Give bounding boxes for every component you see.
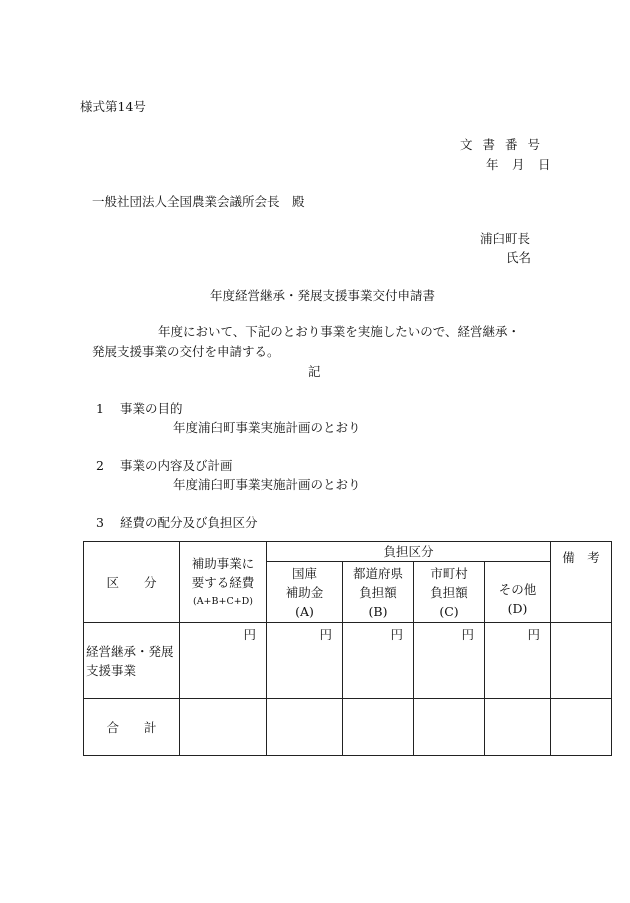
date-year: 年 — [486, 157, 499, 172]
ki-marker: 記 — [308, 364, 321, 379]
header-a-line-1: 国庫 — [291, 565, 317, 581]
cell-b-sum — [343, 699, 414, 756]
header-total-cost — [180, 542, 267, 623]
header-b-line-3: (B) — [368, 603, 388, 619]
section-1-heading — [96, 399, 183, 417]
section-2-heading — [96, 456, 233, 474]
row-label-total: 合 計 — [84, 699, 180, 756]
cell-total-yen: 円 — [180, 623, 267, 699]
section-1-detail: 年度浦臼町事業実施計画のとおり — [173, 420, 361, 435]
section-3-heading — [96, 513, 258, 531]
row-label-line-2: 支援事業 — [86, 662, 137, 678]
header-national-subsidy — [267, 562, 343, 623]
document-number-label: 文書番号 — [460, 137, 551, 152]
cell-a-sum — [267, 699, 343, 756]
header-total-line-2: 要する経費 — [191, 574, 255, 590]
cell-remarks-sum — [551, 699, 612, 756]
body-text — [92, 322, 562, 362]
date-day: 日 — [538, 157, 551, 172]
cell-d-yen: 円 — [485, 623, 551, 699]
header-a-line-3: (A) — [295, 603, 314, 619]
section-number: 1 — [96, 401, 104, 416]
header-burden: 負担区分 — [267, 542, 551, 562]
cell-c-sum — [414, 699, 485, 756]
header-c-line-1: 市町村 — [430, 565, 468, 581]
header-total-line-1: 補助事業に — [191, 555, 255, 571]
body-line-1: 年度において、下記のとおり事業を実施したいので、経営継承・ — [158, 324, 521, 339]
header-c-line-3: (C) — [439, 603, 459, 619]
cell-c-yen: 円 — [414, 623, 485, 699]
row-label-business — [84, 623, 180, 699]
header-b-line-2: 負担額 — [359, 584, 397, 600]
sender-name-label: 氏名 — [506, 250, 532, 265]
table-row — [84, 699, 612, 756]
addressee: 一般社団法人全国農業会議所会長 殿 — [92, 194, 305, 209]
header-d-line-1: その他 — [498, 582, 537, 597]
cell-a-yen: 円 — [267, 623, 343, 699]
section-number: 2 — [96, 458, 104, 473]
date-line — [486, 155, 564, 173]
header-c-line-2: 負担額 — [430, 584, 468, 600]
cell-d-sum — [485, 699, 551, 756]
header-total-line-3: (A+B+C+D) — [192, 595, 254, 607]
sender-organization: 浦臼町長 — [480, 231, 531, 246]
form-number: 様式第14号 — [80, 99, 146, 114]
header-b-line-1: 都道府県 — [352, 565, 403, 581]
section-number: 3 — [96, 515, 104, 530]
body-line-2: 発展支援事業の交付を申請する。 — [92, 344, 280, 359]
section-2-detail: 年度浦臼町事業実施計画のとおり — [173, 477, 361, 492]
header-other — [485, 562, 551, 623]
header-kubun: 区 分 — [84, 542, 180, 623]
header-a-line-2: 補助金 — [285, 584, 324, 600]
date-month: 月 — [512, 157, 525, 172]
header-municipality — [414, 562, 485, 623]
section-heading: 経費の配分及び負担区分 — [120, 515, 258, 530]
header-d-line-2: (D) — [507, 601, 528, 616]
cell-remarks — [551, 623, 612, 699]
header-remarks: 備 考 — [551, 542, 612, 623]
cell-b-yen: 円 — [343, 623, 414, 699]
cell-total-sum — [180, 699, 267, 756]
section-heading: 事業の目的 — [120, 401, 183, 416]
section-heading: 事業の内容及び計画 — [120, 458, 233, 473]
row-label-line-1: 経営継承・発展 — [86, 643, 174, 659]
header-prefecture — [343, 562, 414, 623]
document-title: 年度経営継承・発展支援事業交付申請書 — [210, 288, 436, 303]
expense-allocation-table — [83, 541, 612, 756]
table-row — [84, 623, 612, 699]
